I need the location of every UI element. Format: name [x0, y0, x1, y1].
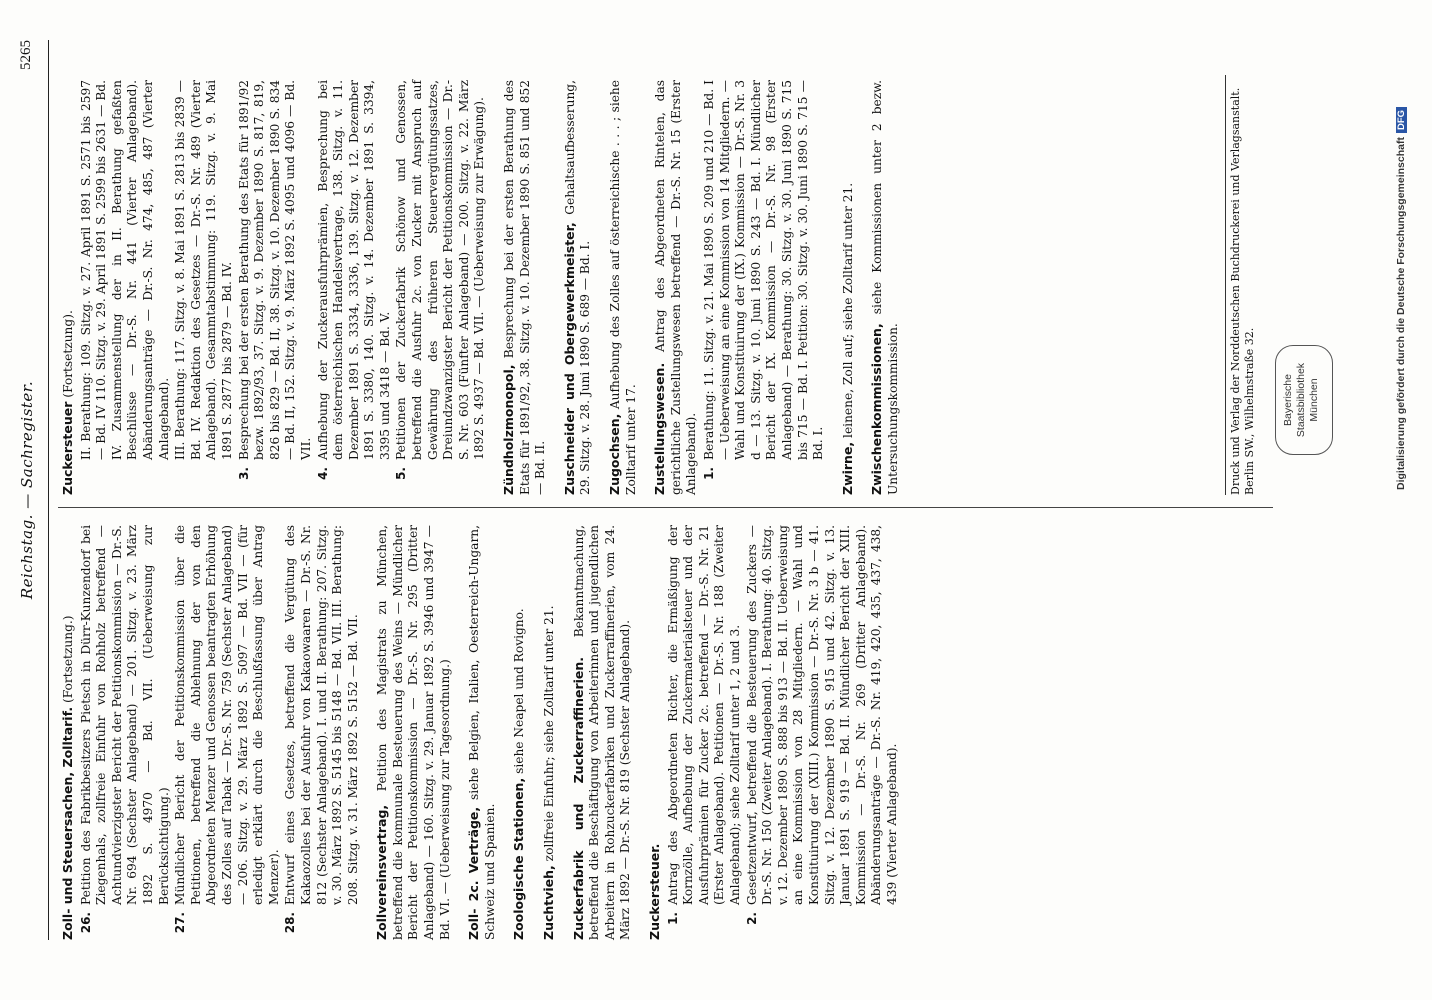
entry-subitem [79, 525, 173, 940]
entry-text: siehe Neapel und Rovigno. [512, 608, 527, 774]
subitem-number: 27. [173, 912, 188, 934]
entry-paragraph [652, 80, 700, 495]
subitem-text: Antrag des Abgeordneten Richter, die Ermäßigung der Kornzölle, Aufhebung der Zuckermaterialsteuer und der Ausfuhrprämien für Zucker 2c. betreffend — Dr.-S. Nr. 21 (Erster Anlageband). Petitionen — Dr.-S. Nr. 188 (Zweiter Anlageband); siehe Zolltarif unter 1, 2 und 3. [665, 525, 742, 905]
page-number: 5265 [18, 40, 34, 70]
entry-headword: Zuschneider und Obergewerkmeister, [561, 222, 577, 495]
entry-headword: Zoologische Stationen, [511, 777, 527, 940]
subitem-text: Aufhebung der Zuckerausfuhrprämien, Besprechung bei dem österreichischen Handelsvertrage, 138. Sitzg. v. 11. Dezember 1891 S. 3334, 3336, 139. Sitzg. v. 12. Dezember 1891 S. 3380, 140. Sitzg. v. 14. Dezember 1891 S. 3394, 3395 und 3418 — Bd. V. [315, 80, 392, 460]
subitem-number: 26. [78, 912, 93, 934]
left-column [58, 525, 914, 940]
right-column [58, 80, 915, 495]
entry-text: siehe Kommissionen unter 2 bezw. Untersuchungskommission. [870, 79, 900, 495]
index-entry [511, 525, 528, 940]
entry-subitem [283, 525, 361, 940]
entry-subitem [173, 80, 235, 495]
stamp-line: Staatsbibliothek [1295, 362, 1307, 438]
entry-text: Besprechung bei der ersten Berathung des Etats für 1891/92, 38. Sitzg. v. 10. Dezember 1890 S. 851 und 852 — Bd. II. [502, 79, 548, 495]
index-entry [607, 80, 639, 495]
entry-paragraph [541, 525, 558, 940]
entry-subitem [79, 80, 173, 495]
index-entry [562, 80, 594, 495]
subitem-number: 4. [315, 467, 330, 480]
entry-text: Gehaltsaufbesserung, 29. Sitzg. v. 28. Juni 1890 S. 689 — Bd. I. [562, 80, 593, 495]
entry-paragraph [60, 525, 77, 940]
entry-paragraph [840, 80, 857, 495]
header-title: Reichstag. — Sachregister. [18, 380, 36, 600]
entry-subitem [394, 80, 488, 495]
subitem-number [173, 460, 235, 495]
entry-headword: Zuckersteuer [60, 401, 75, 495]
subitem-number: 2. [744, 912, 759, 925]
entry-subitem [316, 80, 394, 495]
stamp-line: Bayerische [1282, 374, 1294, 426]
index-entry [374, 525, 453, 940]
entry-subitem [702, 80, 827, 495]
dfg-logo: DFG [1396, 107, 1407, 133]
entry-text: leinene, Zoll auf; siehe Zolltarif unter 21. [840, 182, 855, 438]
entry-text: Antrag des Abgeordneten Rintelen, das gerichtliche Zustellungswesen betreffend — Dr.-S. Nr. 15 (Erster Anlageband). [653, 80, 699, 495]
subitem-text: III. Berathung: 117. Sitzg. v. 8. Mai 1891 S. 2813 bis 2839 — Bd. IV. Redaktion des Gesetzes — Dr.-S. Nr. 489 (Vierter Anlageband). Gesammtabstimmung: 119. Sitzg. v. 9. Mai 1891 S. 2877 bis 2879 — Bd. IV. [173, 80, 234, 460]
entry-headword: Zugochsen, [607, 413, 622, 495]
index-entry [541, 525, 558, 940]
stamp-line: München [1308, 378, 1320, 422]
index-entry [60, 525, 361, 940]
entry-headword: Zoll- und Steuersachen, Zolltarif. [60, 706, 75, 940]
entry-paragraph [501, 80, 549, 495]
entry-paragraph [466, 525, 498, 940]
entry-subitem [237, 80, 315, 495]
entry-text: Aufhebung des Zolles auf österreichische . . . ; siehe Zolltarif unter 17. [608, 80, 638, 495]
entry-headword: Zuchtvieh, [541, 865, 557, 940]
page-header [8, 40, 49, 940]
index-entry [869, 80, 901, 495]
entry-paragraph [571, 525, 634, 940]
subitem-number [79, 460, 173, 495]
index-entry [647, 525, 901, 940]
entry-text: zollfreie Einfuhr; siehe Zolltarif unter 21. [542, 605, 557, 862]
column-divider [58, 507, 1273, 508]
entry-headword: Zündholzmonopol, [501, 364, 517, 495]
index-entry [840, 80, 857, 495]
subitem-text: Gesetzentwurf, betreffend die Besteuerung des Zuckers — Dr.-S. Nr. 150 (Zweiter Anlageband). I. Berathung: 40. Sitzg. v. 12. Dezember 1890 S. 888 bis 913 — Bd. II. Ueberweisung an eine Kommission von 28 Mitgliedern. — Wahl und Konstituirung der (XIII.) Kommission — Dr.-S. Nr. 3 b — 41. Sitzg. v. 12. Dezember 1890 S. 915 und 42. Sitzg. v. 13. Januar 1891 S. 919 — Bd. II. Mündlicher Bericht der XIII. Kommission — Dr.-S. Nr. 269 (Dritter Anlageband). Abänderungsanträge — Dr.-S. Nr. 419, 420, 435, 437, 438, 439 (Vierter Anlageband). [744, 525, 899, 905]
index-entry [501, 80, 549, 495]
entry-subitem [745, 525, 901, 940]
subitem-text: Besprechung bei der ersten Berathung des Etats für 1891/92 bezw. 1892/93, 37. Sitzg. v. 9. Dezember 1890 S. 817, 819, 826 bis 829 — Bd. II, 38. Sitzg. v. 10. Dezember 1890 S. 834 — Bd. II, 152. Sitzg. v. 9. März 1892 S. 4095 und 4096 — Bd. VII. [236, 80, 313, 460]
entry-headword: Zoll- 2c. Verträge, [466, 806, 482, 940]
entry-text: (Fortsetzung.) [61, 615, 75, 704]
entry-paragraph [562, 80, 594, 495]
entry-paragraph [869, 80, 901, 495]
index-entry [652, 80, 827, 495]
entry-headword: Zuckersteuer. [647, 843, 662, 940]
subitem-text: Berathung: 11. Sitzg. v. 21. Mai 1890 S. 209 und 210 — Bd. I — Ueberweisung an eine Kommission von 14 Mitgliedern. — Wahl und Konstituirung der (IX.) Kommission — Dr.-S. Nr. 3 d — 13. Sitzg. v. 10. Juni 1890 S. 243 — Bd. I. Mündlicher Bericht der IX. Kommission — Dr.-S. Nr. 98 (Erster Anlageband) — Berathung: 30. Sitzg. v. 30. Juni 1890 S. 715 bis 715 — Bd. I. Petition: 30. Sitzg. v. 30. Juni 1890 S. 715 — Bd. I. [701, 80, 826, 460]
entry-subitem [173, 525, 282, 940]
index-entry [571, 525, 634, 940]
subitem-number: 3. [236, 467, 251, 480]
subitem-text: II. Berathung: 109. Sitzg. v. 27. April 1891 S. 2571 bis 2597 — Bd. IV 110. Sitzg. v. 29. April 1891 S. 2599 bis 2631 — Bd. IV. Zusammenstellung der in II. Berathung gefaßten Beschlüsse — Dr.-S. Nr. 441 (Vierter Anlageband). Abänderungsanträge — Dr.-S. Nr. 474, 485, 487 (Vierter Anlageband). [78, 80, 171, 460]
subitem-number: 1. [665, 912, 680, 925]
entry-headword: Zuckerfabrik und Zuckerraffinerien. [570, 656, 586, 940]
index-entry [466, 525, 498, 940]
entry-text: (Fortsetzung). [61, 310, 75, 398]
subitem-text: Petitionen der Zuckerfabrik Schönow und Genossen, betreffend die Ausfuhr 2c. von Zucker mit Anspruch auf Gewährung des früheren Steuervergütungssatzes, Dreiundzwanzigster Bericht der Petitionskommission — Dr.-S. Nr. 603 (Fünfter Anlageband) — 200. Sitzg. v. 22. März 1892 S. 4937 — Bd. VII. — (Ueberweisung zur Erwägung). [394, 80, 487, 460]
entry-text: siehe Belgien, Italien, Oesterreich-Ungarn, Schweiz und Spanien. [467, 525, 497, 940]
subitem-number: 1. [701, 467, 716, 480]
entry-headword: Zollvereinsvertrag, [374, 804, 390, 940]
entry-text: Bekanntmachung, betreffend die Beschäftigung von Arbeiterinnen und jugendlichen Arbeitern in Rohzuckerfabriken und Zuckerraffinerien, vom 24. März 1892 — Dr.-S. Nr. 819 (Sechster Anlageband). [571, 524, 633, 940]
index-entry [60, 80, 488, 495]
entry-paragraph [60, 80, 77, 495]
subitem-text: Mündlicher Bericht der Petitionskommission über die Petitionen, betreffend die Ablehnung der von den Abgeordneten Menzer und Genossen beantragten Erhöhung des Zolles auf Tabak — Dr.-S. Nr. 759 (Sechster Anlageband) — 206. Sitzg. v. 29. März 1892 S. 5097 — Bd. VII — (für erledigt erklärt durch die Beschlußfassung über Antrag Menzer). [173, 525, 281, 905]
entry-text: Petition des Magistrats zu München, betreffend die kommunale Besteuerung des Weins — Mündlicher Bericht der Petitionskommission — Dr.-S. Nr. 295 (Dritter Anlageband) — 160. Sitzg. v. 29. Januar 1892 S. 3946 und 3947 — Bd. VI. — (Ueberweisung zur Tagesordnung.) [375, 524, 452, 940]
entry-paragraph [511, 525, 528, 940]
entry-headword: Zustellungswesen. [652, 362, 668, 495]
digitization-notice [1395, 20, 1407, 490]
subitem-number: 5. [394, 467, 409, 480]
entry-paragraph [647, 525, 664, 940]
subitem-text: Petition des Fabrikbesitzers Pietsch in Dürr-Kunzendorf bei Ziegenhals, zollfreie Einfuhr von Rohholz betreffend — Achtundvierzigster Bericht der Petitionskommission — Dr.-S. Nr. 694 (Sechster Anlageband) — 201. Sitzg. v. 23. März 1892 S. 4970 — Bd. VII. (Ueberweisung zur Berücksichtigung.) [78, 525, 171, 905]
entry-paragraph [607, 80, 639, 495]
entry-subitem [666, 525, 744, 940]
entry-headword: Zwirne, [839, 441, 855, 495]
entry-headword: Zwischenkommissionen, [869, 323, 885, 495]
library-stamp [1275, 345, 1333, 455]
imprint-note: Druck und Verlag der Norddeutschen Buchdruckerei und Verlagsanstalt. Berlin SW., Wilhelmstraße 32. [1225, 75, 1257, 495]
subitem-text: Entwurf eines Gesetzes, betreffend die Vergütung des Kakaozolles bei der Ausfuhr von Kakaowaaren — Dr.-S. Nr. 812 (Sechster Anlageband). I. und II. Berathung: 207. Sitzg. v. 30. März 1892 S. 5145 bis 5148 — Bd. VII. III. Berathung: 208. Sitzg. v. 31. März 1892 S. 5152 — Bd. VII. [283, 525, 360, 905]
entry-paragraph [374, 525, 453, 940]
subitem-number: 28. [283, 912, 298, 934]
digitization-text: Digitalisierung gefördert durch die Deutsche Forschungsgemeinschaft [1395, 137, 1407, 490]
